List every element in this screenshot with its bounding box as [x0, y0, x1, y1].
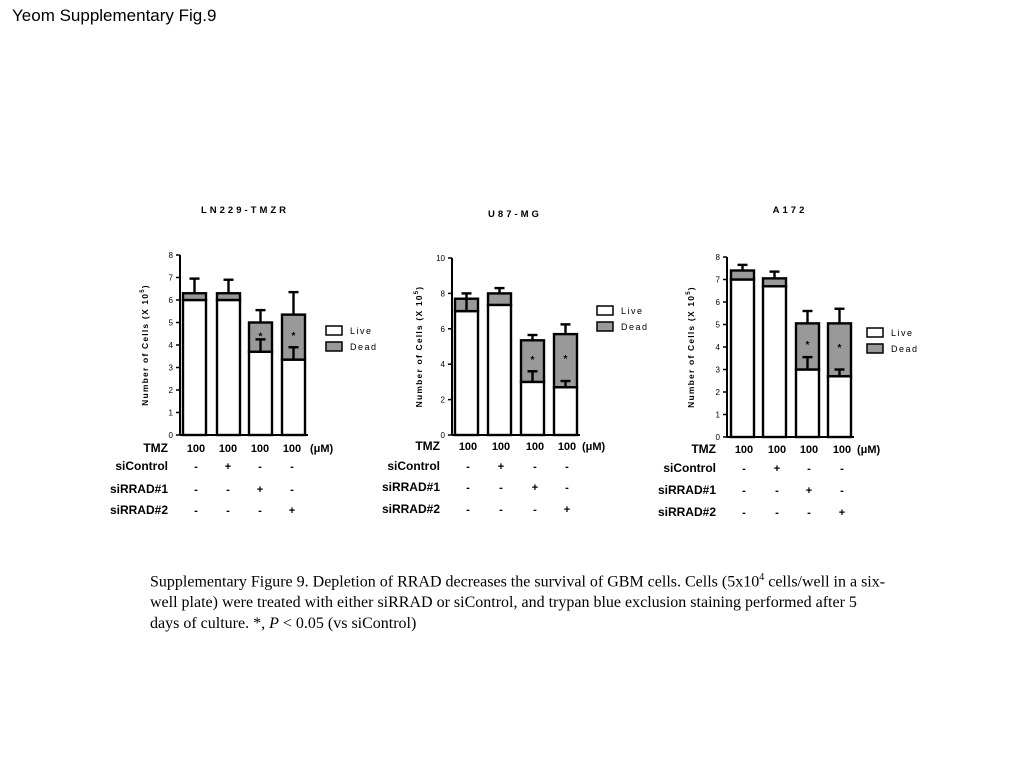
y-axis-label [686, 286, 696, 408]
bar-dead [731, 271, 754, 280]
y-axis-label [140, 284, 150, 406]
condition-value: - [194, 461, 198, 473]
y-tick-label: 2 [440, 395, 445, 405]
condition-value: - [290, 484, 294, 496]
significance-star: * [563, 354, 568, 366]
y-tick-label: 1 [168, 408, 173, 418]
condition-value: - [258, 461, 262, 473]
legend-label-dead: Dead [350, 342, 378, 352]
condition-value: - [840, 485, 844, 497]
condition-value: + [497, 461, 505, 473]
condition-value: - [742, 463, 746, 475]
y-axis-label-text: Number of Cells (X 10 [414, 294, 424, 408]
condition-value: + [773, 463, 781, 475]
condition-value: - [194, 505, 198, 517]
bar-live [554, 387, 577, 435]
condition-row-label: siRRAD#2 [109, 503, 168, 517]
significance-star: * [258, 331, 263, 343]
legend-label-live: Live [891, 328, 914, 338]
condition-row-label: siRRAD#1 [657, 483, 716, 497]
condition-value: 100 [525, 441, 545, 453]
bar-live [282, 360, 305, 435]
bar-live [731, 280, 754, 438]
condition-value: 100 [557, 441, 577, 453]
y-axis-label-sup: 5 [140, 288, 146, 293]
condition-value: - [775, 485, 779, 497]
y-tick-label: 2 [168, 386, 173, 395]
condition-value: - [807, 463, 811, 475]
bar-live [249, 352, 272, 435]
condition-value: 100 [458, 441, 478, 453]
condition-row-label: TMZ [415, 439, 440, 453]
chart-title: LN229-TMZR [200, 205, 290, 216]
y-tick-label: 1 [715, 410, 720, 420]
legend-label-live: Live [621, 306, 644, 316]
bar-live [217, 300, 240, 435]
legend-swatch-dead [867, 344, 883, 353]
condition-value: + [805, 485, 813, 497]
condition-value: - [466, 461, 470, 473]
condition-value: + [256, 484, 264, 496]
legend-label-dead: Dead [621, 322, 649, 332]
y-tick-label: 2 [715, 388, 720, 397]
caption-superscript: 4 [759, 572, 765, 583]
bar-live [455, 311, 478, 435]
y-axis-label [414, 286, 424, 408]
bar-dead [183, 293, 206, 300]
condition-value: - [565, 461, 569, 473]
y-tick-label: 3 [715, 365, 720, 375]
legend-label-live: Live [350, 326, 373, 336]
condition-row-label: siControl [663, 461, 716, 475]
condition-value: + [563, 504, 571, 516]
significance-star: * [530, 355, 535, 367]
y-axis-label-sup: 5 [686, 290, 692, 295]
legend-swatch-dead [326, 342, 342, 351]
page-title: Yeom Supplementary Fig.9 [12, 6, 217, 25]
condition-value: 100 [832, 444, 852, 456]
chart-title: A172 [772, 205, 808, 216]
condition-value: - [290, 461, 294, 473]
condition-unit: (μM) [582, 441, 606, 453]
condition-value: - [499, 504, 503, 516]
condition-value: 100 [250, 443, 270, 455]
condition-value: + [224, 461, 232, 473]
condition-value: 100 [734, 444, 754, 456]
condition-unit: (μM) [857, 444, 881, 456]
condition-value: - [840, 463, 844, 475]
condition-value: - [466, 504, 470, 516]
y-tick-label: 6 [440, 324, 445, 334]
y-axis-label-close: ) [414, 285, 424, 290]
condition-row-label: siRRAD#1 [109, 482, 168, 496]
y-tick-label: 5 [168, 318, 173, 328]
condition-value: 100 [491, 441, 511, 453]
y-tick-label: 4 [715, 343, 720, 352]
bar-live [828, 376, 851, 437]
condition-value: - [775, 507, 779, 519]
y-axis-label-close: ) [140, 284, 150, 289]
significance-star: * [291, 330, 296, 342]
y-tick-label: 4 [440, 360, 445, 370]
y-tick-label: 10 [436, 254, 445, 263]
condition-value: - [466, 482, 470, 494]
significance-star: * [805, 340, 810, 352]
condition-row-label: siControl [115, 459, 168, 473]
condition-row-label: TMZ [143, 441, 168, 455]
legend-swatch-live [326, 326, 342, 335]
y-tick-label: 8 [715, 253, 720, 262]
y-axis-label-close: ) [686, 286, 696, 291]
chart-1 [110, 205, 378, 517]
y-tick-label: 6 [168, 296, 173, 305]
caption-text-1: Supplementary Figure 9. Depletion of RRAD decreases the survival of GBM cells. Cells (5x10 [150, 573, 760, 591]
condition-row-label: siControl [387, 459, 440, 473]
bar-dead [488, 293, 511, 305]
condition-value: - [194, 484, 198, 496]
caption-text-2: cells/well in a six-well plate) were treated with either siRRAD or siControl, and trypan blue exclusion staining performed after 5 days of culture. *, [150, 573, 886, 633]
legend-swatch-dead [597, 322, 613, 331]
y-tick-label: 0 [715, 433, 720, 442]
condition-row-label: siRRAD#1 [381, 480, 440, 494]
condition-value: - [565, 482, 569, 494]
chart-title: U87-MG [488, 209, 542, 220]
y-tick-label: 0 [168, 431, 173, 440]
y-tick-label: 5 [715, 320, 720, 330]
y-tick-label: 7 [715, 275, 720, 285]
condition-value: 100 [767, 444, 787, 456]
condition-value: - [258, 505, 262, 517]
y-tick-label: 8 [168, 251, 173, 260]
condition-row-label: TMZ [691, 442, 716, 456]
caption-italic-p: P [269, 615, 279, 633]
y-axis-label-text: Number of Cells (X 10 [140, 292, 150, 406]
y-axis-label-text: Number of Cells (X 10 [686, 294, 696, 408]
figure-caption [150, 567, 890, 634]
condition-value: 100 [186, 443, 206, 455]
y-tick-label: 0 [440, 431, 445, 440]
y-tick-label: 4 [168, 341, 173, 350]
legend-swatch-live [597, 306, 613, 315]
significance-star: * [837, 343, 842, 355]
bar-live [763, 286, 786, 437]
bar-live [183, 300, 206, 435]
legend-swatch-live [867, 328, 883, 337]
condition-value: - [226, 505, 230, 517]
condition-value: + [531, 482, 539, 494]
condition-value: - [499, 482, 503, 494]
y-tick-label: 3 [168, 363, 173, 373]
y-axis-label-sup: 5 [414, 289, 420, 295]
bar-live [488, 305, 511, 435]
condition-value: - [226, 484, 230, 496]
condition-value: - [742, 507, 746, 519]
y-tick-label: 6 [715, 298, 720, 307]
chart-2 [382, 209, 649, 516]
condition-value: - [533, 504, 537, 516]
bar-dead [217, 293, 240, 300]
condition-row-label: siRRAD#2 [381, 502, 440, 516]
condition-value: - [533, 461, 537, 473]
condition-value: 100 [218, 443, 238, 455]
condition-value: + [838, 507, 846, 519]
bar-live [796, 370, 819, 438]
condition-value: 100 [282, 443, 302, 455]
bar-live [521, 382, 544, 435]
legend-label-dead: Dead [891, 344, 919, 354]
condition-unit: (μM) [310, 443, 334, 455]
condition-value: - [807, 507, 811, 519]
y-tick-label: 7 [168, 273, 173, 283]
chart-3 [658, 205, 919, 519]
condition-value: - [742, 485, 746, 497]
caption-text-3: < 0.05 (vs siControl) [278, 615, 417, 633]
y-tick-label: 8 [440, 289, 445, 299]
condition-value: 100 [799, 444, 819, 456]
bar-dead [763, 278, 786, 286]
condition-row-label: siRRAD#2 [657, 505, 716, 519]
condition-value: + [288, 505, 296, 517]
